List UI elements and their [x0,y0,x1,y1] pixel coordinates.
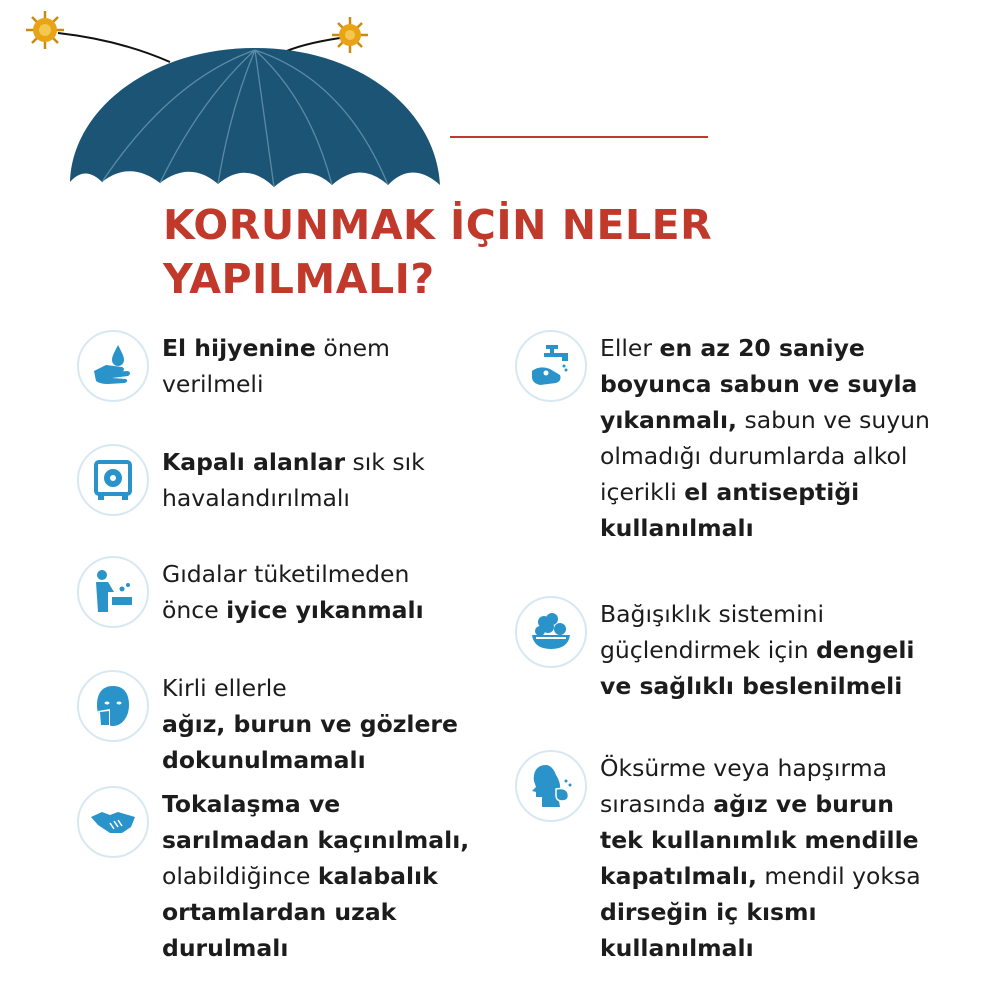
tip-text-bold: durulmalı [162,934,289,962]
virus-stem-left [58,33,170,62]
tip-text-bold: Tokalaşma ve [162,790,341,818]
tip-text-bold: ve sağlıklı beslenilmeli [600,672,903,700]
tip-text-regular: Eller [600,334,660,362]
tip-text-bold: kullanılmalı [600,934,754,962]
tip-text-regular: önce [162,596,227,624]
tip-text-bold: ağız ve burun [713,790,894,818]
title-line-2: YAPILMALI? [163,255,435,303]
person-washing-food-icon [77,556,149,628]
tip-text [600,596,960,704]
tip-text-bold: iyice yıkanmalı [226,596,424,624]
tip-text-regular: Bağışıklık sistemini [600,600,825,628]
tip-text-bold: El hijyenine [162,334,316,362]
tip-text-regular: verilmeli [162,370,264,398]
tip-text-regular: sık sık [345,448,425,476]
tip-text-bold: ağız, burun ve gözlere [162,710,458,738]
tip-text-bold: dengeli [816,636,915,664]
title-line-1: KORUNMAK İÇİN NELER [163,201,713,249]
tip-text [600,330,960,546]
faucet-handwash-icon [515,330,587,402]
virus-icon-right [332,17,368,53]
hand-water-drop-icon [77,330,149,402]
face-touch-icon [77,670,149,742]
tip-text-bold: kalabalık [317,862,438,890]
tip-text-regular: önem [315,334,390,362]
tip-text-regular: Öksürme veya hapşırma [600,754,887,782]
food-bowl-icon [515,596,587,668]
tip-text-bold: kullanılmalı [600,514,754,542]
tip-text [600,750,960,966]
tip-text-bold: kapatılmalı, [600,862,757,890]
tip-text-regular: Gıdalar tüketilmeden [162,560,410,588]
tip-text-regular: Kirli ellerle [162,674,287,702]
tip-text-bold: tek kullanımlık mendille [600,826,919,854]
ventilation-fan-icon [77,444,149,516]
title-divider [450,136,708,138]
tip-text [162,786,492,966]
tip-text-regular: sırasında [600,790,714,818]
handshake-icon [77,786,149,858]
tip-text-bold: Kapalı alanlar [162,448,346,476]
tip-text-bold: en az 20 saniye [659,334,865,362]
tip-text [162,670,482,778]
umbrella-illustration [0,0,460,200]
virus-icon-left [26,11,64,49]
tip-text-regular: olabildiğince [162,862,318,890]
tip-text-bold: el antiseptiği [684,478,860,506]
tip-text [162,330,462,402]
tip-text [162,444,462,516]
tip-text-regular: sabun ve suyun [736,406,930,434]
page-title [163,198,783,306]
tip-text-bold: yıkanmalı, [600,406,737,434]
tip-text-regular: güçlendirmek için [600,636,817,664]
tip-text [162,556,462,628]
tip-text-bold: dokunulmamalı [162,746,366,774]
person-sneezing-icon [515,750,587,822]
tip-text-bold: dirseğin iç kısmı [600,898,817,926]
tip-text-regular: mendil yoksa [756,862,921,890]
tip-text-bold: boyunca sabun ve suyla [600,370,918,398]
tip-text-bold: ortamlardan uzak [162,898,397,926]
tip-text-regular: olmadığı durumlarda alkol [600,442,908,470]
tip-text-regular: havalandırılmalı [162,484,350,512]
tip-text-bold: sarılmadan kaçınılmalı, [162,826,470,854]
tip-text-regular: içerikli [600,478,685,506]
umbrella-canopy [70,48,440,187]
